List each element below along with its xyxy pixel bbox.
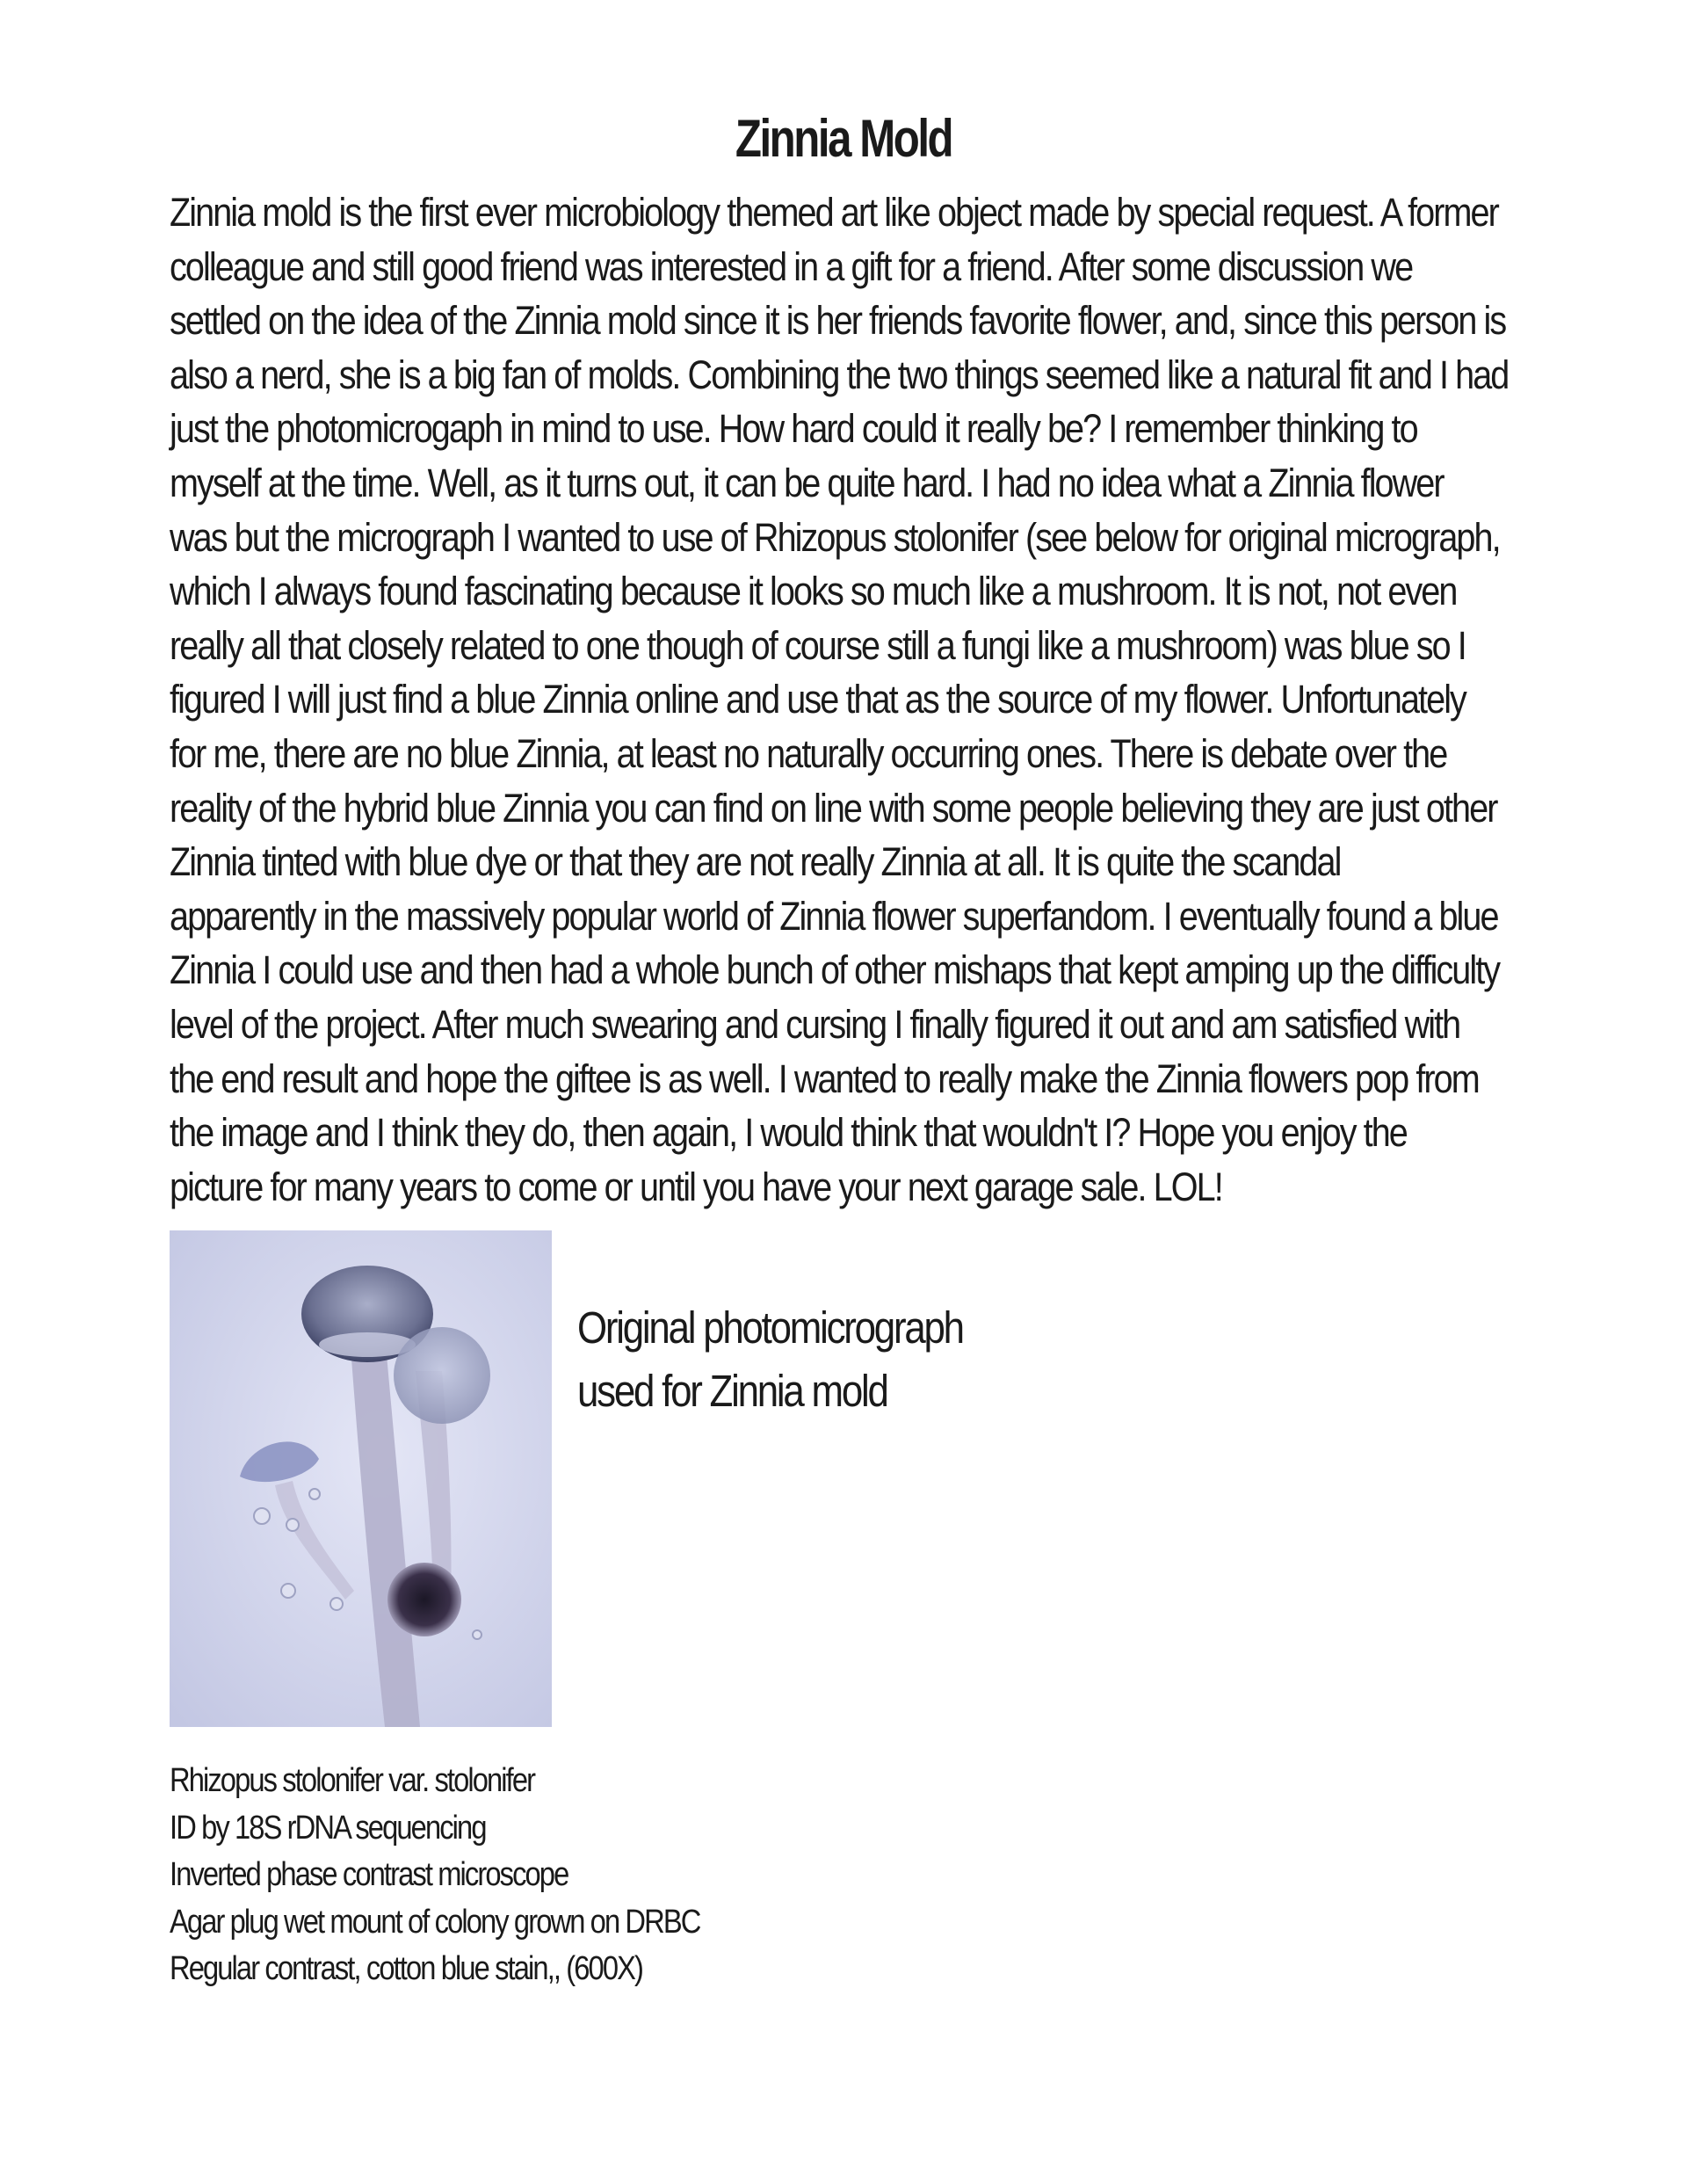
body-line: Zinnia mold is the first ever microbiology themed art like object made by special request. A former [170,190,1498,235]
specimen-line: Inverted phase contrast microscope [170,1856,568,1893]
micrograph-image [170,1230,552,1727]
figure-caption-line: Original photomicrograph [577,1302,963,1353]
specimen-line: Rhizopus stolonifer var. stolonifer [170,1762,535,1799]
body-line: Zinnia tinted with blue dye or that they are not really Zinnia at all. It is quite the scandal [170,839,1341,885]
body-line: really all that closely related to one though of course still a fungi like a mushroom) was blue so I [170,622,1466,668]
body-line: colleague and still good friend was interested in a gift for a friend. After some discussion we [170,243,1413,289]
body-paragraph [170,185,1681,1214]
body-line: just the photomicrogaph in mind to use. How hard could it really be? I remember thinking to [170,406,1417,452]
specimen-details [170,1758,872,1993]
body-line: for me, there are no blue Zinnia, at least no naturally occurring ones. There is debate over the [170,730,1447,776]
page-title: Zinnia Mold [735,109,952,168]
body-line: apparently in the massively popular world of Zinnia flower superfandom. I eventually found a blue [170,893,1498,939]
body-line: level of the project. After much swearing and cursing I finally figured it out and am satisfied with [170,1001,1460,1047]
specimen-line: ID by 18S rDNA sequencing [170,1809,486,1847]
body-line: figured I will just find a blue Zinnia online and use that as the source of my flower. Unfortunately [170,677,1466,722]
specimen-line: Agar plug wet mount of colony grown on DRBC [170,1903,700,1941]
body-line: which I always found fascinating because it looks so much like a mushroom. It is not, not even [170,569,1457,614]
specimen-line: Regular contrast, cotton blue stain,, (600X) [170,1950,643,1987]
body-line: also a nerd, she is a big fan of molds. Combining the two things seemed like a natural fit and I had [170,352,1509,397]
body-line: settled on the idea of the Zinnia mold since it is her friends favorite flower, and, since this person is [170,298,1506,344]
figure-caption-line: used for Zinnia mold [577,1366,887,1416]
body-line: the end result and hope the giftee is as well. I wanted to really make the Zinnia flowers pop from [170,1056,1479,1101]
body-line: myself at the time. Well, as it turns out, it can be quite hard. I had no idea what a Zinnia flower [170,460,1444,505]
body-line: reality of the hybrid blue Zinnia you can find on line with some people believing they are just other [170,785,1497,831]
figure-caption [577,1296,1106,1423]
body-line: was but the micrograph I wanted to use of Rhizopus stolonifer (see below for original micrograph, [170,514,1500,560]
body-line: Zinnia I could use and then had a whole bunch of other mishaps that kept amping up the difficulty [170,947,1500,993]
body-line: the image and I think they do, then again, I would think that wouldn't I? Hope you enjoy the [170,1110,1407,1156]
body-line: picture for many years to come or until you have your next garage sale. LOL! [170,1164,1222,1209]
